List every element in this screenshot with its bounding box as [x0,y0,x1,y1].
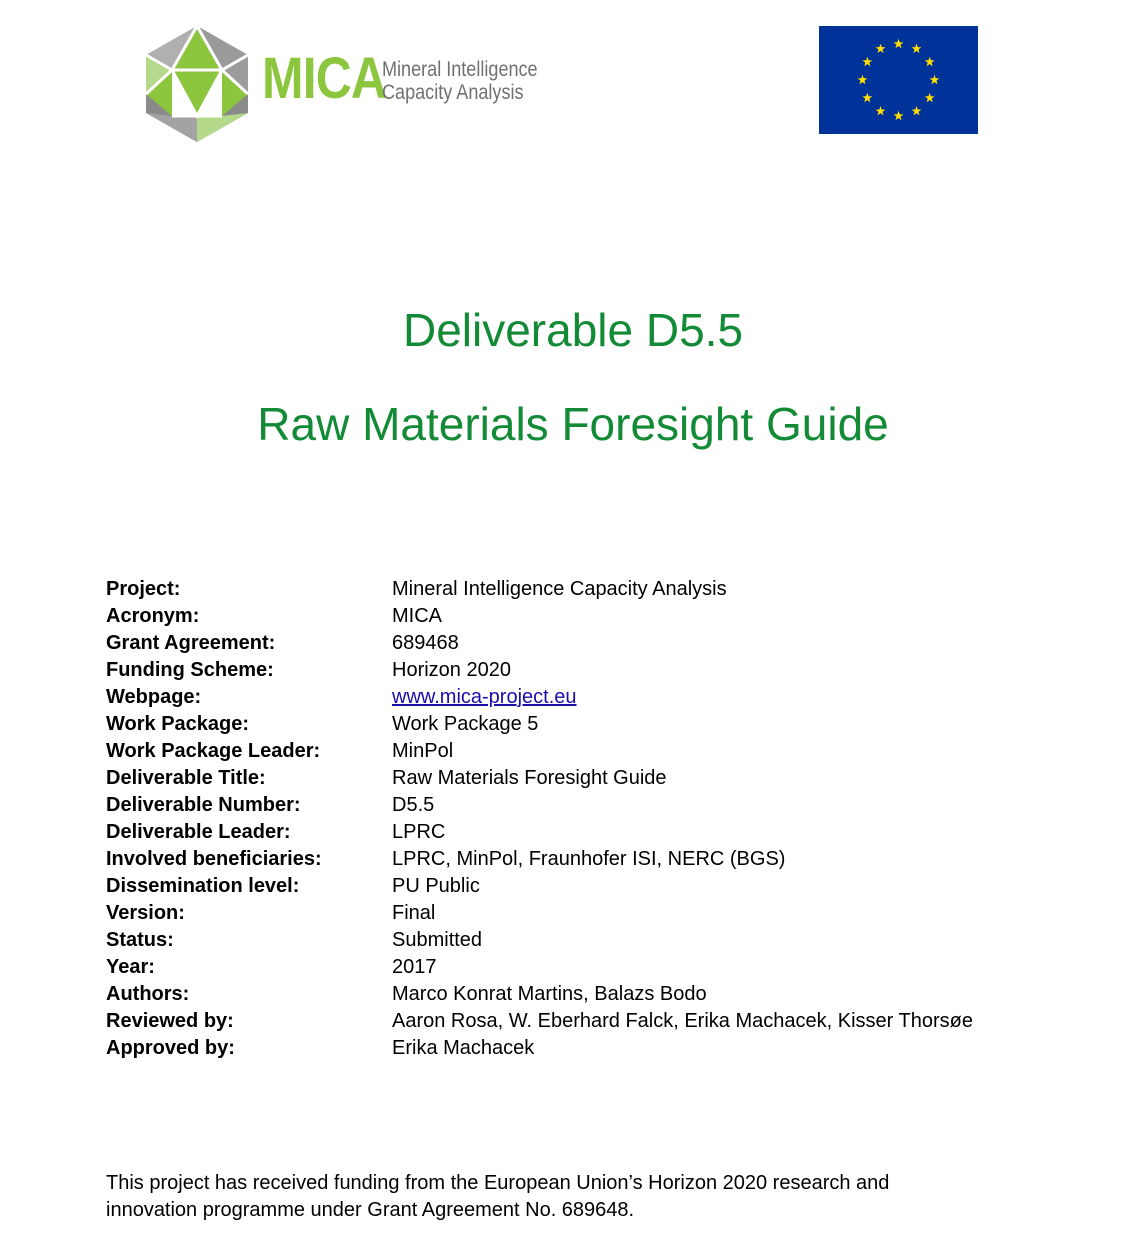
info-label: Acronym: [106,605,200,627]
info-value: Horizon 2020 [392,659,511,681]
info-row-deliverable-number [106,792,1106,819]
info-row-version [106,900,1106,927]
info-row-deliverable-leader [106,819,1106,846]
info-value: Submitted [392,929,483,951]
info-label: Funding Scheme: [106,659,274,681]
mica-tagline-line1: Mineral Intelligence [382,58,538,81]
info-row-deliverable-title [106,765,1106,792]
info-row-status [106,927,1106,954]
info-value: MinPol [392,740,454,762]
info-label: Year: [106,956,155,978]
eu-star-icon [862,93,872,102]
info-label: Approved by: [106,1037,235,1059]
eu-star-icon [925,93,935,102]
mica-tagline-line2: Capacity Analysis [382,81,524,104]
info-label: Webpage: [106,686,202,708]
info-row-authors [106,981,1106,1008]
info-label: Dissemination level: [106,875,300,897]
eu-star-icon [876,106,886,115]
info-row-year [106,954,1106,981]
info-value: Work Package 5 [392,713,539,735]
eu-star-icon [862,57,872,66]
eu-star-icon [925,57,935,66]
info-label: Status: [106,929,174,951]
info-value: Raw Materials Foresight Guide [392,767,667,789]
mica-gem-icon [142,24,252,144]
eu-star-icon [930,75,940,84]
info-value: Marco Konrat Martins, Balazs Bodo [392,983,707,1005]
info-row-acronym [106,603,1106,630]
info-table [106,576,1106,1062]
webpage-link[interactable]: www.mica-project.eu [392,686,577,708]
info-label: Involved beneficiaries: [106,848,322,870]
info-row-webpage [106,684,1106,711]
eu-star-icon [858,75,868,84]
page-subtitle: Raw Materials Foresight Guide [257,398,889,450]
info-row-project [106,576,1106,603]
info-row-funding-scheme [106,657,1106,684]
info-row-reviewed-by [106,1008,1106,1035]
info-row-grant-agreement [106,630,1106,657]
info-row-involved-beneficiaries [106,846,1106,873]
eu-flag-icon [819,26,978,134]
info-label: Grant Agreement: [106,632,276,654]
info-row-work-package [106,711,1106,738]
eu-star-icon [894,39,904,48]
eu-star-icon [912,44,922,53]
info-label: Work Package Leader: [106,740,321,762]
info-label: Authors: [106,983,190,1005]
info-value: PU Public [392,875,480,897]
info-label: Version: [106,902,185,924]
info-label: Project: [106,578,181,600]
info-row-approved-by [106,1035,1106,1062]
info-label: Deliverable Title: [106,767,266,789]
info-label: Reviewed by: [106,1010,234,1032]
info-value: Aaron Rosa, W. Eberhard Falck, Erika Machacek, Kisser Thorsøe [392,1010,973,1032]
info-value: 2017 [392,956,437,978]
info-value: D5.5 [392,794,435,816]
info-label: Work Package: [106,713,250,735]
mica-logo-word: MICA [262,46,387,111]
info-value: Erika Machacek [392,1037,535,1059]
info-row-dissemination-level [106,873,1106,900]
eu-star-icon [894,111,904,120]
funding-note [106,1170,1006,1224]
info-label: Deliverable Number: [106,794,301,816]
info-value: MICA [392,605,442,627]
page-title: Deliverable D5.5 [402,304,744,356]
info-value: LPRC [392,821,446,843]
info-row-work-package-leader [106,738,1106,765]
mica-logo [142,24,562,144]
mica-logo-tagline [382,58,538,104]
info-value: Mineral Intelligence Capacity Analysis [392,578,727,600]
info-value: Final [392,902,436,924]
eu-star-icon [876,44,886,53]
eu-star-icon [912,106,922,115]
funding-note-line2: innovation programme under Grant Agreement No. 689648. [106,1199,635,1221]
funding-note-line1: This project has received funding from the European Union’s Horizon 2020 research and [106,1172,890,1194]
info-value: LPRC, MinPol, Fraunhofer ISI, NERC (BGS) [392,848,786,870]
info-value: 689468 [392,632,459,654]
info-label: Deliverable Leader: [106,821,291,843]
